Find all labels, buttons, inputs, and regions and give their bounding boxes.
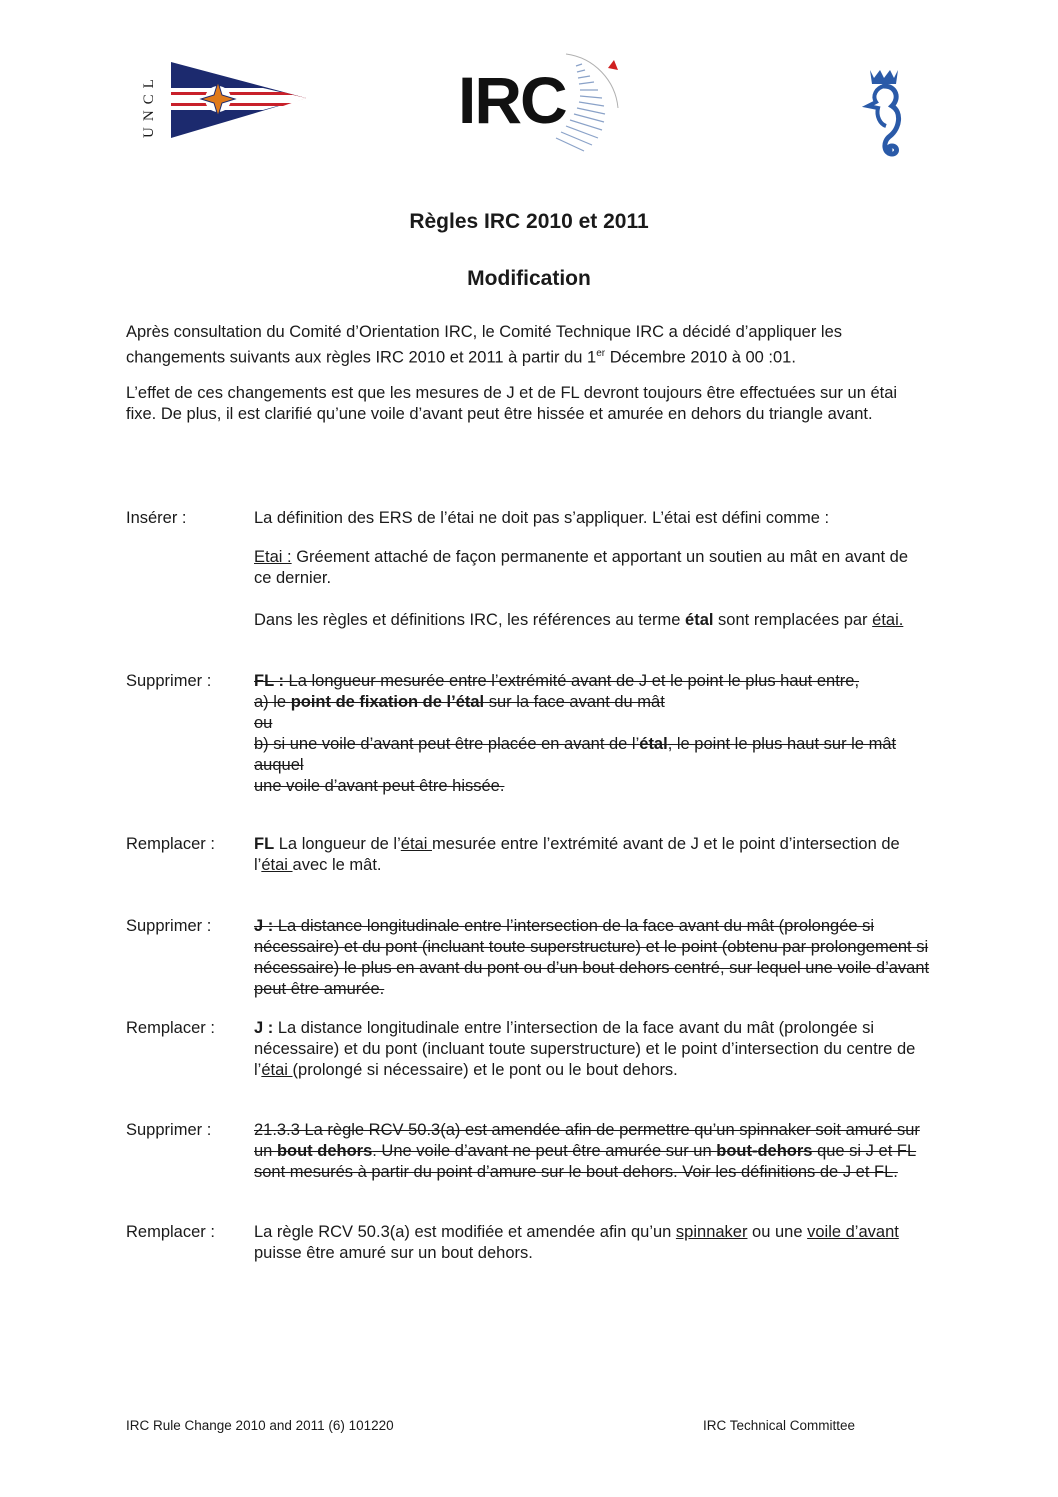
- inserer-definition: Etai : Gréement attaché de façon permanente et apportant un soutien au mât en avant de ce dernier.: [254, 548, 909, 587]
- uncl-logo: [143, 60, 308, 140]
- remplacer-3-text: La règle RCV 50.3(a) est modifiée et amendée afin qu’un spinnaker ou une voile d’avant puisse être amuré sur un bout dehors.: [254, 1223, 899, 1262]
- inserer-line-1: La définition des ERS de l’étai ne doit pas s’appliquer. L’étai est défini comme :: [254, 509, 830, 527]
- irc-logo-text: IRC: [458, 63, 566, 137]
- uncl-logo-text: UNCL: [141, 73, 157, 138]
- supprimer-3-label: Supprimer :: [126, 1121, 212, 1139]
- seahorse-logo: [858, 66, 910, 166]
- supprimer-1-label: Supprimer :: [126, 672, 212, 690]
- footer-left: IRC Rule Change 2010 and 2011 (6) 101220: [126, 1418, 394, 1433]
- uncl-burgee-icon: [143, 60, 308, 140]
- supprimer-3-text: 21.3.3 La règle RCV 50.3(a) est amendée afin de permettre qu’un spinnaker soit amuré sur un bout dehors. Une voile d’avant ne peut être amurée sur un bout-dehors que si J et FL sont mesurés à partir du point d’amure sur le bout dehors. Voir les définitions de J et FL.: [254, 1121, 920, 1181]
- inserer-label: Insérer :: [126, 509, 187, 527]
- remplacer-3-label: Remplacer :: [126, 1223, 215, 1241]
- intro-paragraph-2: L’effet de ces changements est que les mesures de J et de FL devront toujours être effectuées sur un étai fixe. De plus, il est clarifié qu’une voile d’avant peut être hissée et amurée en dehors du triangle avant.: [126, 384, 898, 423]
- intro-paragraph-1: Après consultation du Comité d’Orientation IRC, le Comité Technique IRC a décidé d’appliquer les changements suivants aux règles IRC 2010 et 2011 à partir du 1er Décembre 2010 à 00 :01.: [126, 323, 842, 367]
- remplacer-2-label: Remplacer :: [126, 1019, 215, 1037]
- seahorse-crown-icon: [858, 66, 910, 166]
- inserer-line-3: Dans les règles et définitions IRC, les références au terme étal sont remplacées par étai.: [254, 611, 904, 629]
- remplacer-1-text: FL La longueur de l’étai mesurée entre l’extrémité avant de J et le point d’intersection de l’étai avec le mât.: [254, 835, 900, 874]
- page-title: Règles IRC 2010 et 2011: [409, 210, 649, 233]
- footer-right: IRC Technical Committee: [703, 1418, 856, 1433]
- remplacer-2-text: J : La distance longitudinale entre l’intersection de la face avant du mât (prolongée si nécessaire) et du pont (incluant toute superstructure) et le point d’intersection du centre de l’étai (prolongé si nécessaire) et le pont ou le bout dehors.: [254, 1019, 916, 1079]
- supprimer-2-text: J : La distance longitudinale entre l’intersection de la face avant du mât (prolongée si nécessaire) et du pont (incluant toute superstructure) et le point (obtenu par prolongement si nécessaire) le plus en avant du pont ou d’un bout dehors centré, sur lequel une voile d’avant peut être amurée.: [254, 917, 930, 998]
- supprimer-2-label: Supprimer :: [126, 917, 212, 935]
- page-subtitle: Modification: [467, 267, 591, 290]
- remplacer-1-label: Remplacer :: [126, 835, 215, 853]
- supprimer-1-text: FL : La longueur mesurée entre l’extrémité avant de J et le point le plus haut entre, a) le point de fixation de l’étal sur la face avant du mât ou b) si une voile d’avant peut être placée en avant de l’étal, le point le plus haut sur le mât auquel une voile d’avant peut être hissée.: [254, 672, 897, 795]
- irc-logo: [458, 48, 626, 158]
